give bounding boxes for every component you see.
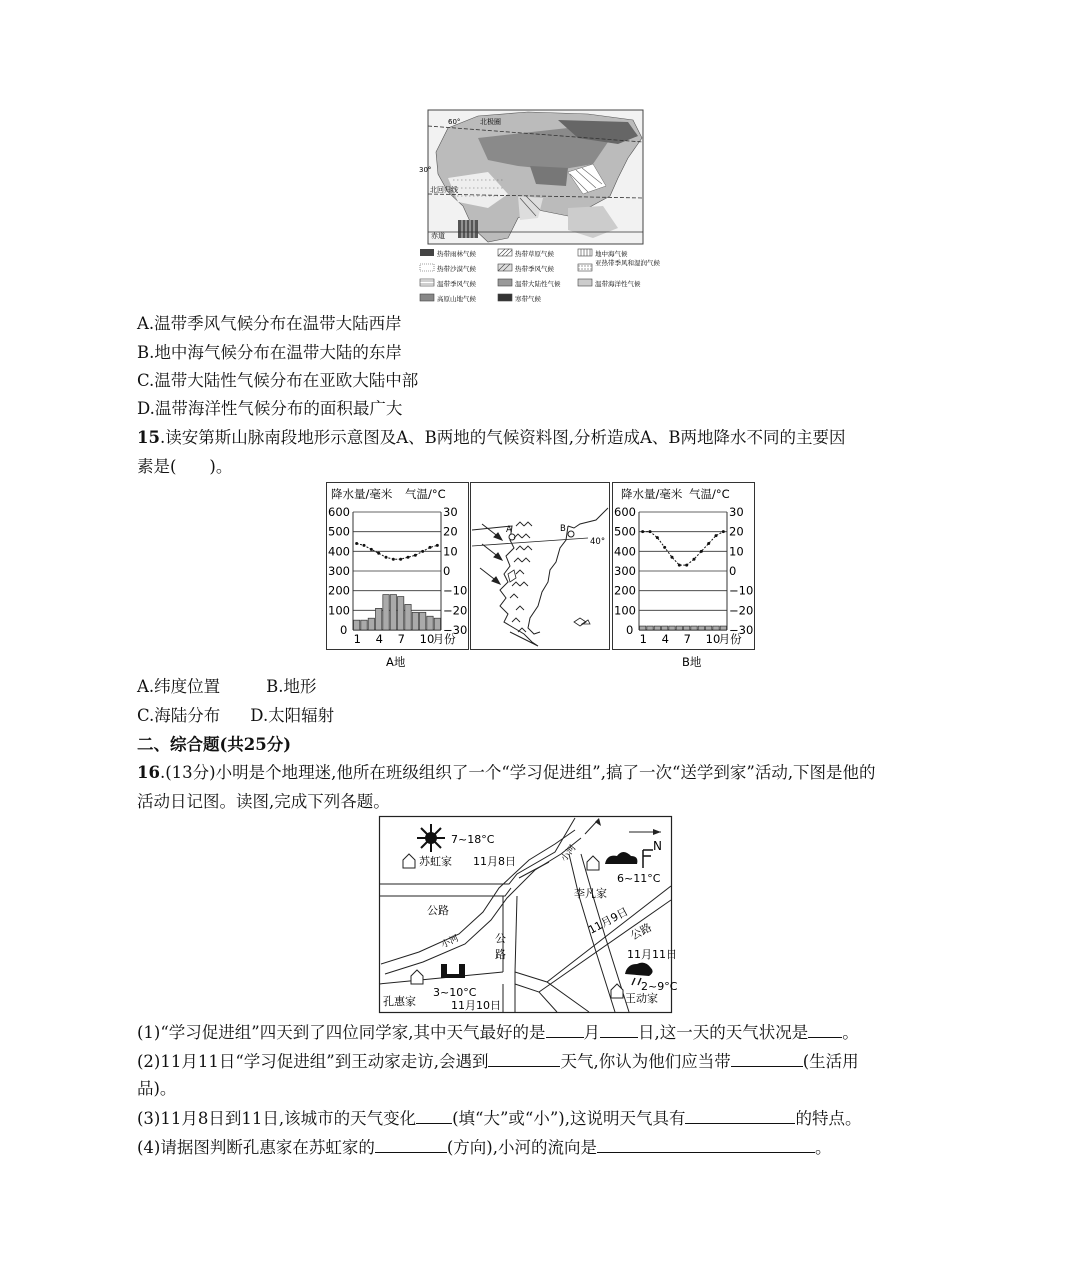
su-temp: 7~18°C: [451, 833, 495, 846]
legend-item: 温带海洋性气候: [595, 280, 641, 288]
q16-number: 16: [137, 763, 160, 782]
q15-stem: [137, 427, 846, 449]
chart-b-x-tick: 4: [661, 632, 669, 646]
chart-a-ylabel-left: 降水量/毫米: [331, 487, 393, 501]
chart-a-ylabel-right: 气温/°C: [405, 487, 446, 501]
chart-b-temp-point: [707, 542, 710, 545]
chart-b-x-tick: 7: [683, 632, 691, 646]
chart-a-x-tick: 10: [419, 632, 435, 646]
li-temp: 6~11°C: [617, 872, 661, 885]
chart-b-precip-bar: [691, 626, 697, 630]
chart-b-temp-point: [641, 530, 644, 533]
chart-a-right-tick: 20: [443, 524, 458, 539]
chart-a-precip-bar: [361, 620, 367, 630]
chart-a-x-tick: 7: [397, 632, 405, 646]
chart-a-left-tick: 200: [328, 583, 350, 598]
road-label: 公: [495, 932, 506, 945]
equator-label: 赤道: [431, 232, 445, 240]
chart-a-caption: A地: [386, 655, 406, 669]
andes-lat-label: 40°: [590, 537, 606, 547]
q16-sub1-end: 。: [842, 1023, 859, 1042]
chart-a-right-tick: 10: [443, 544, 458, 559]
chart-b-ylabel-right: 气温/°C: [689, 487, 730, 501]
legend-item: 热带雨林气候: [437, 250, 476, 258]
legend-item: 寒带气候: [515, 295, 541, 303]
legend-item: 温带季风气候: [437, 280, 476, 288]
chart-a-temp-point: [370, 548, 373, 551]
legend-item: 亚热带季风和湿润气候: [595, 259, 660, 267]
q16-stem: [137, 762, 876, 784]
lat-30-label: 30°: [419, 166, 432, 174]
legend-item: 热带季风气候: [515, 265, 554, 273]
chart-b-temp-point: [715, 534, 718, 537]
chart-a-x-tick: 4: [375, 632, 383, 646]
q16-sub1-text: (1)“学习促进组”四天到了四位同学家,其中天气最好的是: [137, 1023, 546, 1042]
chart-b-left-tick: 400: [614, 544, 636, 559]
weather-diary-map: [379, 816, 678, 1014]
point-b-label: B: [560, 524, 566, 534]
climate-map-figure: [418, 108, 664, 310]
chart-a-precip-bar: [420, 612, 426, 630]
q16-text-line1: .(13分)小明是个地理迷,他所在班级组织了一个“学习促进组”,搞了一次“送学到家”活动,下图是他的: [159, 763, 876, 782]
chart-a-temp-point: [421, 550, 424, 553]
chart-b-left-tick: 500: [614, 524, 636, 539]
chart-a-left-tick: 300: [328, 564, 350, 578]
chart-a-right-tick: −20: [443, 603, 468, 618]
q14-option-b: B.地中海气候分布在温带大陆的东岸: [137, 343, 402, 362]
weather-type-blank[interactable]: [488, 1050, 560, 1067]
chart-b-precip-bar: [669, 626, 675, 630]
chart-b-temp-point: [722, 530, 725, 533]
sun-icon: [417, 824, 445, 852]
chart-a-precip-bar: [398, 597, 404, 630]
chart-a-precip-bar: [434, 618, 440, 630]
chart-b-precip-bar: [654, 626, 660, 630]
direction-blank[interactable]: [375, 1136, 447, 1153]
andes-map: [470, 482, 610, 650]
chart-a-temp-point: [407, 556, 410, 559]
q16-sub1-text2: 日,这一天的天气状况是: [638, 1023, 809, 1042]
chart-b-temp-point: [700, 550, 703, 553]
wang-name: 王动家: [625, 992, 658, 1005]
chart-b-precip-bar: [706, 626, 712, 630]
chart-b-right-tick: 20: [729, 524, 744, 539]
chart-a-temp-point: [392, 558, 395, 561]
q14-option-a: A.温带季风气候分布在温带大陆西岸: [137, 314, 402, 333]
q16-sub4: [137, 1136, 832, 1159]
chart-b-temp-point: [685, 564, 688, 567]
q15-option-a: A.纬度位置: [137, 677, 221, 696]
chart-b-temp-point: [663, 546, 666, 549]
tropic-label: 北回归线: [430, 186, 458, 194]
chart-a-precip-bar: [412, 612, 418, 630]
chart-a-left-tick: 500: [328, 524, 350, 539]
north-label: N: [653, 839, 662, 853]
chart-b-right-tick: −20: [729, 603, 754, 618]
chart-a-precip-bar: [376, 608, 382, 630]
chart-a-temp-point: [377, 552, 380, 555]
road-label: 公路: [427, 904, 449, 917]
feature-blank[interactable]: [685, 1107, 795, 1124]
chart-b-temp-point: [649, 530, 652, 533]
q14-option-c: C.温带大陆性气候分布在亚欧大陆中部: [137, 371, 419, 390]
chart-b-precip-bar: [662, 626, 668, 630]
chart-a-right-tick: 0: [443, 564, 451, 578]
item-blank[interactable]: [731, 1050, 803, 1067]
chart-b-right-tick: −30: [729, 623, 754, 637]
chart-a-left-tick: 600: [328, 505, 350, 519]
chart-a: [326, 482, 469, 670]
flow-blank[interactable]: [597, 1136, 815, 1153]
chart-a-figure: [326, 482, 469, 670]
kong-temp: 3~10°C: [433, 986, 477, 999]
legend-item: 温带大陆性气候: [515, 280, 561, 288]
q16-sub1: [137, 1021, 859, 1044]
q15-option-b: B.地形: [266, 677, 317, 696]
chart-b: [612, 482, 755, 670]
chart-b-right-tick: 30: [729, 505, 744, 519]
q15-option-c: C.海陆分布: [137, 706, 221, 725]
chart-a-right-tick: −30: [443, 623, 468, 637]
li-name: 李凡家: [574, 887, 607, 900]
kong-date: 11月10日: [451, 999, 501, 1012]
q16-text-line2: 活动日记图。读图,完成下列各题。: [137, 792, 390, 811]
chart-b-ylabel-left: 降水量/毫米: [621, 487, 683, 501]
chart-a-temp-point: [385, 556, 388, 559]
q16-sub2: [137, 1050, 859, 1073]
chart-b-precip-bar: [713, 626, 719, 630]
chart-b-precip-bar: [647, 626, 653, 630]
q16-sub2-text3: (生活用: [802, 1052, 859, 1071]
chart-b-left-tick: 600: [614, 505, 636, 519]
section-2-title: 二、综合题(共25分): [137, 735, 292, 754]
climate-map: [418, 108, 664, 310]
arctic-circle-label: 北极圈: [480, 118, 501, 126]
chart-a-x-tick: 1: [353, 632, 361, 646]
lat-60-label: 60°: [448, 118, 461, 126]
chart-b-left-tick: 100: [614, 603, 636, 618]
chart-b-figure: [612, 482, 755, 670]
chart-b-left-tick: 0: [626, 623, 634, 637]
chart-a-temp-point: [429, 546, 432, 549]
legend-item: 热带草原气候: [515, 250, 554, 258]
chart-a-precip-bar: [383, 595, 389, 630]
chart-a-left-tick: 400: [328, 544, 350, 559]
chart-b-temp-point: [671, 556, 674, 559]
andes-map-figure: [470, 482, 610, 650]
chart-a-temp-point: [436, 544, 439, 547]
chart-b-right-tick: 0: [729, 564, 737, 578]
point-a-label: A: [506, 525, 512, 535]
q16-sub3-text3: 的特点。: [795, 1109, 862, 1128]
chart-a-left-tick: 100: [328, 603, 350, 618]
q15-number: 15: [137, 428, 160, 447]
chart-a-precip-bar: [368, 618, 374, 630]
su-name: 苏虹家: [419, 855, 452, 868]
chart-b-precip-bar: [720, 626, 726, 630]
chart-a-temp-point: [355, 542, 358, 545]
legend-item: 地中海气候: [595, 250, 628, 258]
chart-a-temp-point: [399, 558, 402, 561]
river-label: 小河: [559, 843, 579, 864]
chart-b-caption: B地: [682, 655, 702, 669]
q16-sub2-text: (2)11月11日“学习促进组”到王动家走访,会遇到: [137, 1052, 489, 1071]
wang-date: 11月11日: [627, 948, 677, 961]
q15-option-d: D.太阳辐射: [250, 706, 335, 725]
q16-sub3-text: (3)11月8日到11日,该城市的天气变化: [137, 1109, 417, 1128]
q16-sub3-text2: (填“大”或“小”),这说明天气具有: [452, 1109, 686, 1128]
chart-a-right-tick: −10: [443, 583, 468, 598]
chart-b-precip-bar: [640, 626, 646, 630]
river-label: 小河: [439, 933, 461, 951]
q16-sub2-cont: 品)。: [137, 1079, 177, 1098]
chart-a-x-label: 月份: [432, 632, 456, 646]
wang-temp: 2~9°C: [641, 980, 678, 993]
chart-b-precip-bar: [684, 626, 690, 630]
chart-b-left-tick: 300: [614, 564, 636, 578]
q14-option-d: D.温带海洋性气候分布的面积最广大: [137, 399, 403, 418]
q15-text-line1: .读安第斯山脉南段地形示意图及A、B两地的气候资料图,分析造成A、B两地降水不同的主要因: [159, 428, 846, 447]
kong-name: 孔惠家: [383, 995, 416, 1008]
q16-sub2-text2: 天气,你认为他们应当带: [560, 1052, 731, 1071]
chart-b-right-tick: 10: [729, 544, 744, 559]
q15-options-row1: [137, 676, 317, 698]
su-date: 11月8日: [473, 855, 516, 868]
q15-text-line2: 素是( )。: [137, 457, 233, 476]
road-label: 公路: [628, 920, 654, 943]
chart-a-right-tick: 30: [443, 505, 458, 519]
chart-a-precip-bar: [354, 620, 360, 630]
chart-a-precip-bar: [405, 604, 411, 630]
chart-b-precip-bar: [676, 626, 682, 630]
q16-sub4-text2: (方向),小河的流向是: [446, 1138, 597, 1157]
road-label: 路: [495, 948, 506, 961]
weather-diary-map-figure: [379, 816, 678, 1014]
q16-sub4-end: 。: [815, 1138, 832, 1157]
chart-b-temp-point: [656, 536, 659, 539]
chart-b-right-tick: −10: [729, 583, 754, 598]
chart-b-x-label: 月份: [718, 632, 742, 646]
chart-a-precip-bar: [427, 616, 433, 630]
q16-sub3: [137, 1107, 861, 1130]
chart-b-x-tick: 1: [639, 632, 647, 646]
weather-blank[interactable]: [808, 1021, 842, 1038]
q15-options-row2: [137, 705, 334, 727]
chart-a-temp-point: [414, 554, 417, 557]
chart-b-temp-point: [693, 558, 696, 561]
q16-sub1-month: 月: [583, 1023, 600, 1042]
legend-item: 高原山地气候: [437, 295, 476, 303]
day-blank[interactable]: [600, 1021, 638, 1038]
legend-item: 热带沙漠气候: [437, 265, 476, 273]
chart-b-temp-point: [678, 564, 681, 567]
chart-a-left-tick: 0: [340, 623, 348, 637]
month-blank[interactable]: [546, 1021, 584, 1038]
chart-a-precip-bar: [390, 595, 396, 630]
change-blank[interactable]: [416, 1107, 452, 1124]
chart-b-left-tick: 200: [614, 583, 636, 598]
chart-b-x-tick: 10: [705, 632, 721, 646]
chart-a-temp-point: [363, 544, 366, 547]
q16-sub4-text: (4)请据图判断孔惠家在苏虹家的: [137, 1138, 375, 1157]
chart-b-precip-bar: [698, 626, 704, 630]
li-date: 11月9日: [586, 904, 631, 937]
